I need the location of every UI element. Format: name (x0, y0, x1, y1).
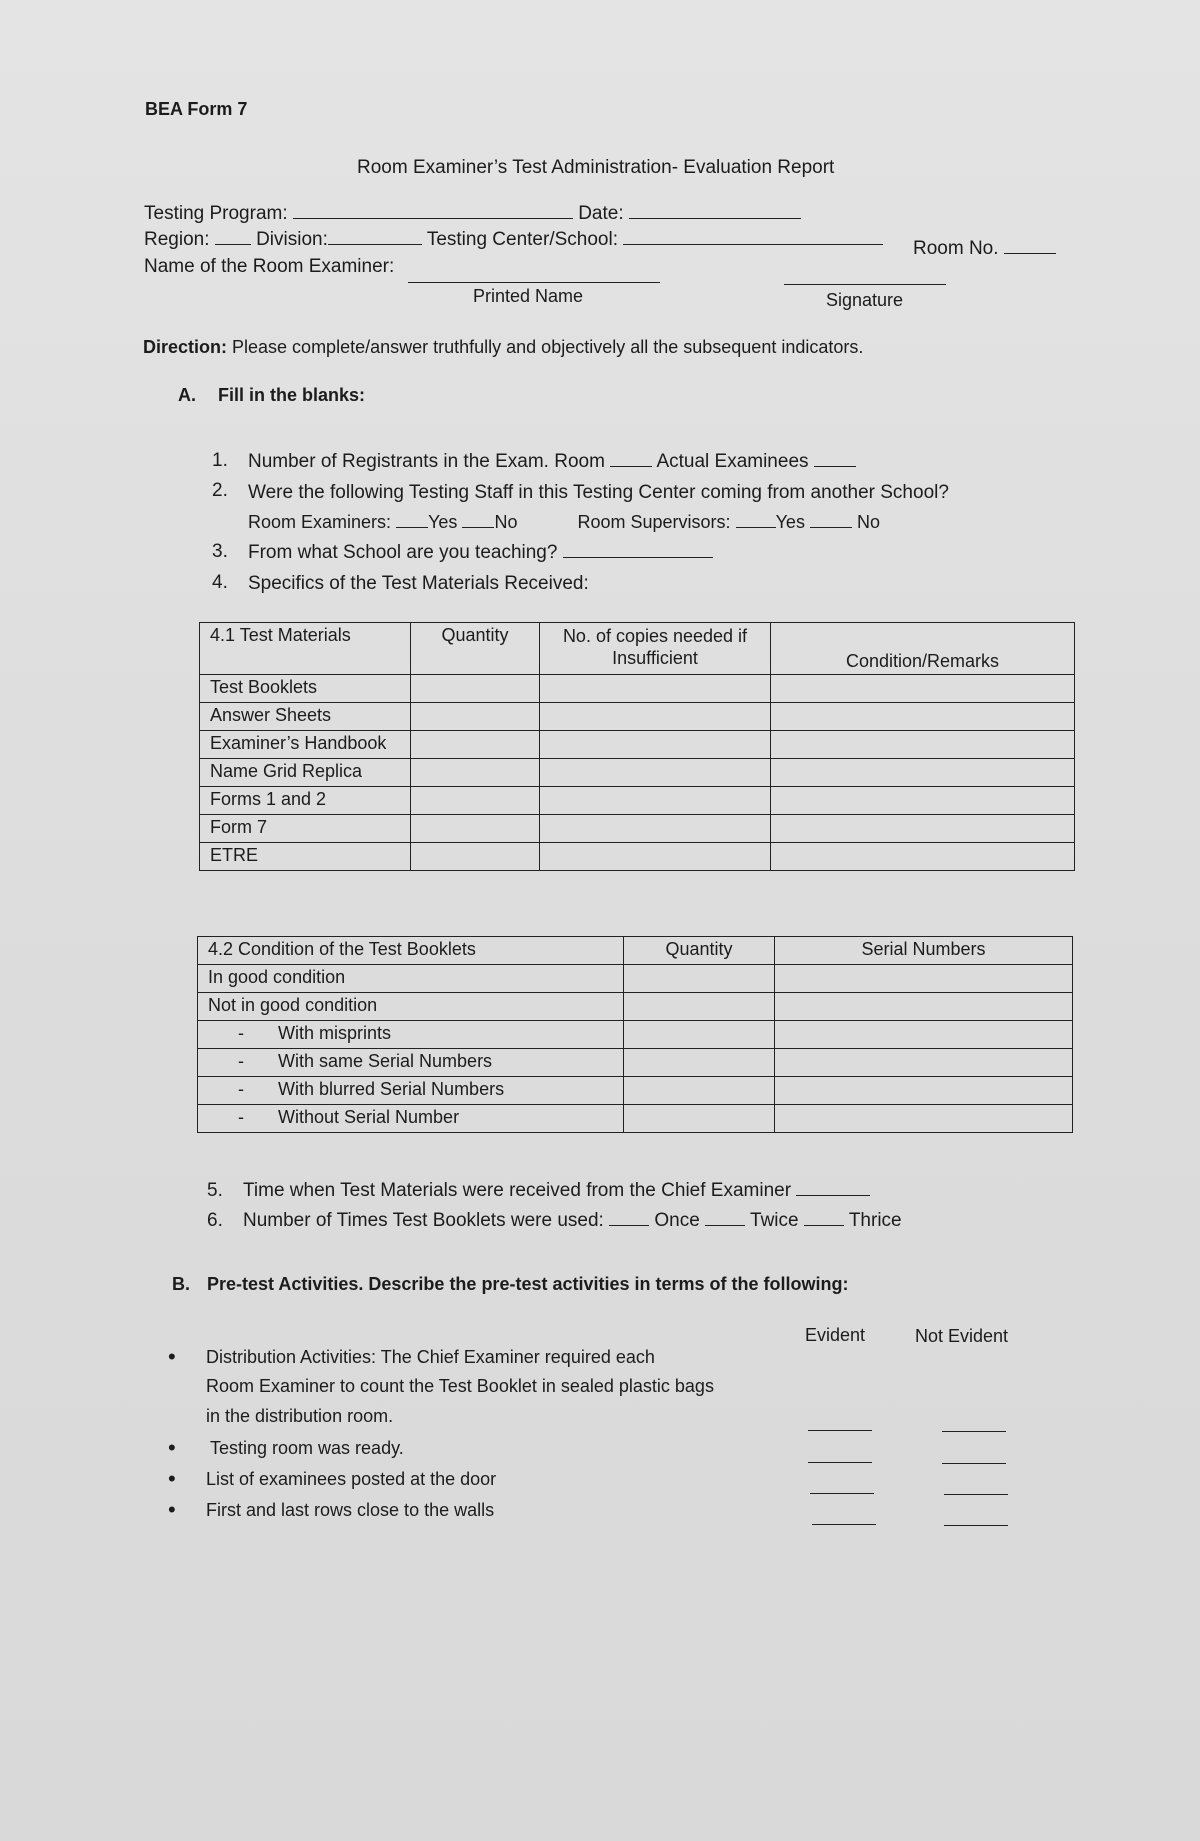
table-row (200, 843, 1075, 871)
item-1-text-a: Number of Registrants in the Exam. Room (248, 451, 605, 472)
printed-name-line[interactable] (408, 282, 660, 283)
table-row (198, 1077, 1073, 1105)
dash: - (238, 1079, 244, 1099)
signature-line[interactable] (784, 284, 946, 285)
cell[interactable] (771, 787, 1075, 815)
section-b-letter: B. (172, 1274, 190, 1294)
test-materials-table (199, 622, 1075, 871)
testing-program-blank[interactable] (293, 217, 573, 219)
cell[interactable] (411, 759, 540, 787)
bullet-icon: • (168, 1497, 176, 1522)
table-header-row (198, 937, 1073, 965)
item-6 (243, 1210, 902, 1232)
cell[interactable] (771, 843, 1075, 871)
not-evident-blank[interactable] (944, 1494, 1008, 1495)
row-label: Forms 1 and 2 (200, 787, 411, 815)
cell[interactable] (540, 703, 771, 731)
dash: - (238, 1107, 244, 1127)
testing-center-label: Testing Center/School: (426, 229, 618, 250)
once-label: Once (654, 1210, 700, 1231)
cell[interactable] (775, 993, 1073, 1021)
room-examiners-label: Room Examiners: (248, 512, 392, 532)
examiners-no-blank[interactable] (462, 526, 494, 528)
bullet-icon: • (168, 1466, 176, 1491)
bullet-2-text: Testing room was ready. (210, 1438, 404, 1458)
item-5 (243, 1180, 870, 1202)
cell[interactable] (624, 965, 775, 993)
evident-blank[interactable] (808, 1430, 872, 1431)
item-5-text: Time when Test Materials were received from the Chief Examiner (243, 1180, 792, 1201)
section-a-letter: A. (178, 385, 196, 405)
table-row (200, 731, 1075, 759)
row-label: Form 7 (200, 815, 411, 843)
header-booklet-condition: 4.2 Condition of the Test Booklets (198, 937, 624, 965)
item-3 (248, 542, 713, 564)
evident-column-header: Evident (805, 1325, 866, 1345)
row-label-text: With same Serial Numbers (278, 1051, 493, 1071)
row-label (198, 1049, 624, 1077)
bullet-icon: • (168, 1435, 176, 1460)
bullet-4-text: First and last rows close to the walls (206, 1500, 495, 1520)
cell[interactable] (411, 843, 540, 871)
cell[interactable] (775, 965, 1073, 993)
examiners-yes: Yes (428, 512, 458, 532)
header-quantity: Quantity (411, 623, 540, 675)
thrice-label: Thrice (848, 1210, 902, 1231)
cell[interactable] (411, 787, 540, 815)
item-1-text-b: Actual Examinees (656, 451, 809, 472)
once-blank[interactable] (609, 1224, 649, 1226)
table-row (198, 965, 1073, 993)
row-label-text: With blurred Serial Numbers (278, 1079, 505, 1099)
time-received-blank[interactable] (796, 1194, 870, 1196)
date-label: Date: (578, 203, 624, 224)
row-label: Test Booklets (200, 675, 411, 703)
cell[interactable] (540, 815, 771, 843)
cell[interactable] (775, 1021, 1073, 1049)
row-label (198, 1021, 624, 1049)
thrice-blank[interactable] (804, 1224, 844, 1226)
cell[interactable] (411, 731, 540, 759)
cell[interactable] (540, 843, 771, 871)
item-6-text: Number of Times Test Booklets were used: (243, 1210, 604, 1231)
region-blank[interactable] (215, 243, 251, 245)
testing-center-blank[interactable] (623, 243, 883, 245)
item-2-num: 2. (212, 480, 228, 501)
bullet-icon: • (168, 1344, 176, 1369)
bullet-1-line-3: in the distribution room. (206, 1406, 394, 1426)
signature-caption: Signature (826, 290, 904, 310)
supervisors-yes: Yes (775, 512, 805, 532)
not-evident-blank[interactable] (944, 1525, 1008, 1526)
supervisors-no-blank[interactable] (810, 526, 852, 528)
table-row (200, 675, 1075, 703)
printed-name-caption: Printed Name (473, 286, 584, 306)
cell[interactable] (775, 1077, 1073, 1105)
row-label: ETRE (200, 843, 411, 871)
section-a-heading: Fill in the blanks: (218, 385, 366, 405)
cell[interactable] (624, 1105, 775, 1133)
item-4-text: Specifics of the Test Materials Received: (248, 573, 589, 594)
table-row (200, 759, 1075, 787)
header-serial-numbers: Serial Numbers (775, 937, 1073, 965)
staff-line (248, 512, 880, 533)
cell[interactable] (540, 675, 771, 703)
not-evident-blank[interactable] (942, 1431, 1006, 1432)
item-6-num: 6. (207, 1210, 223, 1231)
table-row (198, 1049, 1073, 1077)
section-b-heading: Pre-test Activities. Describe the pre-test activities in terms of the following: (207, 1274, 849, 1294)
examiners-yes-blank[interactable] (396, 526, 428, 528)
cell[interactable] (771, 759, 1075, 787)
item-4-num: 4. (212, 572, 228, 593)
row-label (198, 1105, 624, 1133)
cell[interactable] (411, 703, 540, 731)
cell[interactable] (771, 703, 1075, 731)
bullet-3-text: List of examinees posted at the door (206, 1469, 497, 1489)
form-code: BEA Form 7 (145, 99, 248, 119)
cell[interactable] (540, 759, 771, 787)
supervisors-yes-blank[interactable] (736, 526, 776, 528)
not-evident-blank[interactable] (942, 1463, 1006, 1464)
item-3-text: From what School are you teaching? (248, 542, 558, 563)
twice-blank[interactable] (705, 1224, 745, 1226)
room-no-field (913, 238, 1056, 260)
actual-examinees-blank[interactable] (814, 465, 856, 467)
examiners-no: No (494, 512, 518, 532)
room-no-label: Room No. (913, 238, 999, 259)
header-test-materials: 4.1 Test Materials (200, 623, 411, 675)
evident-blank[interactable] (810, 1493, 874, 1494)
row-label-text: Without Serial Number (278, 1107, 460, 1127)
not-evident-column-header: Not Evident (915, 1326, 1009, 1346)
item-3-num: 3. (212, 541, 228, 562)
item-5-num: 5. (207, 1180, 223, 1201)
dash: - (238, 1023, 244, 1043)
row-label (198, 1077, 624, 1105)
row-label: Name Grid Replica (200, 759, 411, 787)
date-blank[interactable] (629, 217, 801, 219)
registrants-blank[interactable] (610, 465, 652, 467)
room-no-blank[interactable] (1004, 252, 1056, 254)
row-label-text: In good condition (208, 967, 346, 987)
evident-blank[interactable] (808, 1462, 872, 1463)
table-header-row (200, 623, 1075, 675)
cell[interactable] (771, 815, 1075, 843)
cell[interactable] (411, 815, 540, 843)
bullet-1-line-1: Distribution Activities: The Chief Examiner required each (206, 1347, 655, 1367)
item-1 (248, 451, 856, 473)
cell[interactable] (624, 993, 775, 1021)
room-examiner-label: Name of the Room Examiner: (144, 256, 395, 277)
row-label: Examiner’s Handbook (200, 731, 411, 759)
direction-text: Please complete/answer truthfully and objectively all the subsequent indicators. (227, 337, 864, 357)
cell[interactable] (771, 675, 1075, 703)
table-row (198, 1105, 1073, 1133)
cell[interactable] (540, 787, 771, 815)
table-row (198, 1021, 1073, 1049)
row-label-text: Not in good condition (208, 995, 378, 1015)
division-label: Division: (256, 229, 328, 250)
table-row (200, 703, 1075, 731)
cell[interactable] (624, 1077, 775, 1105)
direction-label: Direction: (143, 337, 228, 357)
booklet-condition-table (197, 936, 1073, 1133)
supervisors-no: No (856, 512, 880, 532)
row-label (198, 993, 624, 1021)
testing-program-label: Testing Program: (144, 203, 288, 224)
dash: - (238, 1051, 244, 1071)
row-label-text: With misprints (278, 1023, 392, 1043)
header-copies-needed: No. of copies needed if Insufficient (540, 623, 771, 675)
cell[interactable] (775, 1049, 1073, 1077)
item-2-text: Were the following Testing Staff in this Testing Center coming from another School? (248, 482, 949, 503)
cell[interactable] (771, 731, 1075, 759)
cell[interactable] (775, 1105, 1073, 1133)
region-label: Region: (144, 229, 210, 250)
testing-program-field[interactable] (144, 203, 801, 225)
table-row (198, 993, 1073, 1021)
cell[interactable] (540, 731, 771, 759)
header-condition-remarks: Condition/Remarks (771, 623, 1075, 675)
table-row (200, 815, 1075, 843)
table-row (200, 787, 1075, 815)
row-label (198, 965, 624, 993)
cell[interactable] (411, 675, 540, 703)
bullet-1-line-2: Room Examiner to count the Test Booklet in sealed plastic bags (206, 1376, 714, 1396)
twice-label: Twice (750, 1210, 799, 1231)
cell[interactable] (624, 1021, 775, 1049)
school-blank[interactable] (563, 556, 713, 558)
cell[interactable] (624, 1049, 775, 1077)
item-1-num: 1. (212, 450, 228, 471)
row-label: Answer Sheets (200, 703, 411, 731)
form-title: Room Examiner’s Test Administration- Evaluation Report (357, 157, 835, 178)
evident-blank[interactable] (812, 1524, 876, 1525)
header-quantity: Quantity (624, 937, 775, 965)
room-supervisors-label: Room Supervisors: (577, 512, 731, 532)
region-row (144, 229, 883, 251)
division-blank[interactable] (328, 243, 422, 245)
direction (143, 337, 863, 358)
